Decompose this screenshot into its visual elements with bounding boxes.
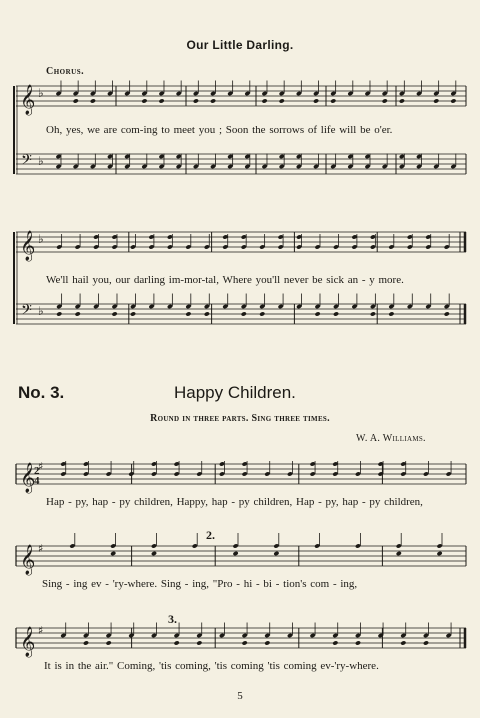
lyric-line: Sing - ing ev - 'ry-where. Sing - ing, "Pro - hi - bi - tion's com - ing, (42, 578, 358, 590)
lyric-line: Hap - py, hap - py children, Happy, hap - py children, Hap - py, hap - py children, (46, 496, 423, 508)
round-part-marker: 3. (168, 612, 177, 626)
note-head (90, 98, 96, 103)
flat-sign-icon: ♭ (38, 154, 44, 168)
note-head (130, 311, 136, 316)
note-head (204, 311, 210, 316)
note-head (333, 311, 339, 316)
composer-credit: W. A. Williams. (356, 433, 426, 444)
note-head (273, 551, 279, 556)
treble-clef-icon: 𝄞 (20, 627, 36, 657)
treble-clef-icon: 𝄞 (20, 545, 36, 575)
song-title: Our Little Darling. (186, 38, 294, 52)
sharp-sign-icon: ♯ (38, 542, 44, 555)
flat-sign-icon: ♭ (38, 86, 44, 100)
note-head (332, 640, 338, 645)
note-head (151, 551, 157, 556)
note-head (433, 98, 439, 103)
round-title: Happy Children. (174, 383, 296, 402)
note-head (193, 98, 199, 103)
treble-clef-icon: 𝄞 (20, 463, 36, 493)
note-head (110, 551, 116, 556)
note-head (388, 311, 394, 316)
time-signature: 2 (34, 465, 40, 477)
note-head (264, 640, 270, 645)
note-head (56, 311, 62, 316)
note-head (196, 640, 202, 645)
note-head (174, 640, 180, 645)
time-signature: 4 (34, 475, 40, 487)
note-head (450, 98, 456, 103)
bass-clef-icon: 𝄢 (21, 302, 32, 322)
lyric-line: Oh, yes, we are com-ing to meet you ; Soon the sorrows of life will be o'er. (46, 124, 393, 136)
note-head (314, 311, 320, 316)
treble-clef-icon: 𝄞 (20, 85, 36, 115)
note-head (396, 551, 402, 556)
round-subtitle: Round in three parts. Sing three times. (150, 413, 330, 424)
note-head (400, 640, 406, 645)
sharp-sign-icon: ♯ (38, 624, 44, 637)
treble-clef-icon: 𝄞 (20, 231, 36, 261)
note-head (261, 98, 267, 103)
note-head (73, 98, 79, 103)
flat-sign-icon: ♭ (38, 232, 44, 246)
note-head (259, 311, 265, 316)
note-head (75, 311, 81, 316)
note-head (279, 98, 285, 103)
lyric-line: It is in the air." Coming, 'tis coming, 'tis coming 'tis coming ev-'ry-where. (44, 660, 379, 672)
note-head (437, 551, 443, 556)
note-head (210, 98, 216, 103)
page-number: 5 (237, 690, 243, 702)
chorus-label: Chorus. (46, 66, 85, 77)
bass-clef-icon: 𝄢 (21, 152, 32, 172)
lyric-line: We'll hail you, our darling im-mor-tal, Where you'll never be sick an - y more. (46, 274, 404, 286)
round-number: No. 3. (18, 383, 65, 402)
note-head (141, 98, 147, 103)
note-head (241, 311, 247, 316)
note-head (444, 311, 450, 316)
round-part-marker: 2. (206, 528, 215, 542)
note-head (370, 311, 376, 316)
note-head (355, 640, 361, 645)
note-head (83, 640, 89, 645)
note-head (233, 551, 239, 556)
note-head (382, 98, 388, 103)
note-head (106, 640, 112, 645)
flat-sign-icon: ♭ (38, 304, 44, 318)
note-head (313, 98, 319, 103)
note-head (242, 640, 248, 645)
note-head (158, 98, 164, 103)
note-head (185, 311, 191, 316)
sharp-sign-icon: ♯ (38, 460, 44, 473)
note-head (423, 640, 429, 645)
note-head (330, 98, 336, 103)
note-head (399, 98, 405, 103)
note-head (111, 311, 117, 316)
